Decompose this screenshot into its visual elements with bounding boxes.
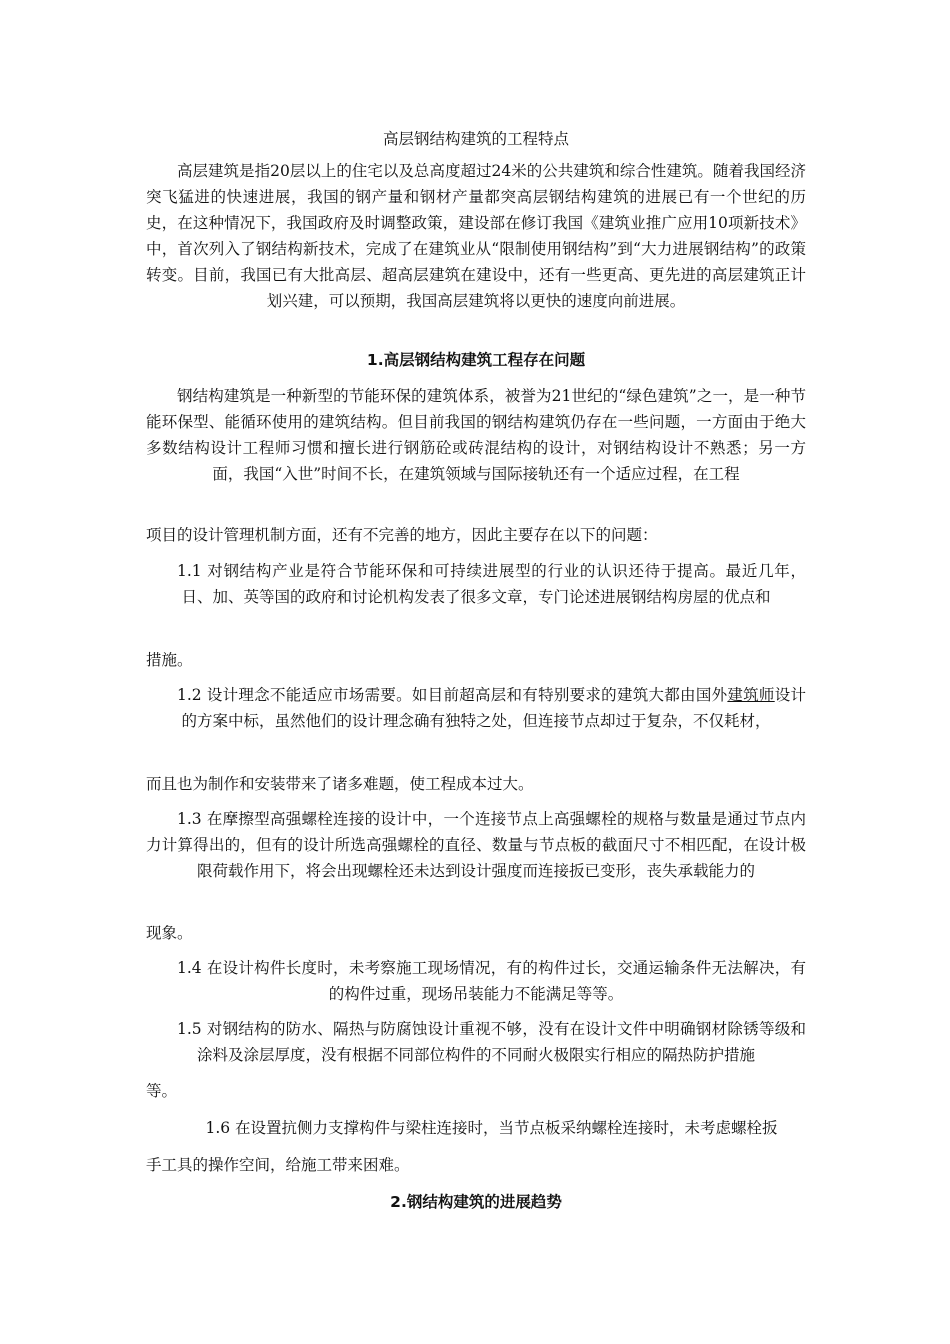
item-1-1: 1.1 对钢结构产业是符合节能环保和可持续进展型的行业的认识还待于提高。最近几年，日、加、英等国的政府和讨论机构发表了很多文章，专门论述进展钢结构房屋的优点和 xyxy=(177,562,806,606)
item-1-4: 1.4 在设计构件长度时，未考察施工现场情况，有的构件过长，交通运输条件无法解决，有的构件过重，现场吊装能力不能满足等等。 xyxy=(177,959,806,1003)
intro-paragraph: 高层建筑是指20层以上的住宅以及总高度超过24米的公共建筑和综合性建筑。随着我国经济突飞猛进的快速进展，我国的钢产量和钢材产量都突高层钢结构建筑的进展已有一个世纪的历史，在这种情况下，我国政府及时调整政策，建设部在修订我国《建筑业推广应用10项新技术》中，首次列入了钢结构新技术，完成了在建筑业从“限制使用钢结构”到“大力进展钢结构”的政策转变。目前，我国已有大批高层、超高层建筑在建设中，还有一些更高、更先进的高层建筑正计划兴建，可以预期，我国高层建筑将以更快的速度向前进展。 xyxy=(146,162,806,310)
document-title: 高层钢结构建筑的工程特点 xyxy=(382,130,569,148)
item-1-5: 1.5 对钢结构的防水、隔热与防腐蚀设计重视不够，没有在设计文件中明确钢材除锈等级和涂料及涂层厚度，没有根据不同部位构件的不同耐火极限实行相应的隔热防护措施 xyxy=(177,1020,806,1064)
item-1-2-text-b: 设计的方案中标，虽然他们的设计理念确有独特之处，但连接节点却过于复杂，不仅耗材， xyxy=(181,686,806,730)
section-1-heading: 1.高层钢结构建筑工程存在问题 xyxy=(366,351,586,369)
section-2-heading: 2.钢结构建筑的进展趋势 xyxy=(390,1193,562,1211)
item-1-3-continued: 现象。 xyxy=(146,924,193,942)
item-1-3: 1.3 在摩擦型高强螺栓连接的设计中，一个连接节点上高强螺栓的规格与数量是通过节点内力计算得出的，但有的设计所选高强螺栓的直径、数量与节点板的截面尺寸不相匹配，在设计极限荷载作用下，将会出现螺栓还未达到设计强度而连接扳已变形，丧失承载能力的 xyxy=(146,810,806,880)
item-1-5-continued: 等。 xyxy=(146,1082,178,1100)
section-1-paragraph-continued: 项目的设计管理机制方面，还有不完善的地方，因此主要存在以下的问题： xyxy=(146,526,658,544)
item-1-6-continued: 手工具的操作空间，给施工带来困难。 xyxy=(146,1156,410,1174)
item-1-2-continued: 而且也为制作和安装带来了诸多难题，使工程成本过大。 xyxy=(146,775,534,793)
item-1-6: 1.6 在设置抗侧力支撑构件与梁柱连接时，当节点板采纳螺栓连接时，未考虑螺栓扳 xyxy=(205,1119,778,1137)
item-1-2 xyxy=(146,682,806,734)
architect-link[interactable]: 建筑师 xyxy=(727,686,775,704)
section-1-paragraph: 钢结构建筑是一种新型的节能环保的建筑体系，被誉为21世纪的“绿色建筑”之一，是一种节能环保型、能循环使用的建筑结构。但目前我国的钢结构建筑仍存在一些问题，一方面由于绝大多数结构设计工程师习惯和擅长进行钢筋砼或砖混结构的设计，对钢结构设计不熟悉；另一方面，我国“入世”时间不长，在建筑领域与国际接轨还有一个适应过程，在工程 xyxy=(146,387,806,483)
item-1-1-continued: 措施。 xyxy=(146,651,193,669)
item-1-2-text-a: 1.2 设计理念不能适应市场需要。如目前超高层和有特别要求的建筑大都由国外 xyxy=(177,686,728,704)
